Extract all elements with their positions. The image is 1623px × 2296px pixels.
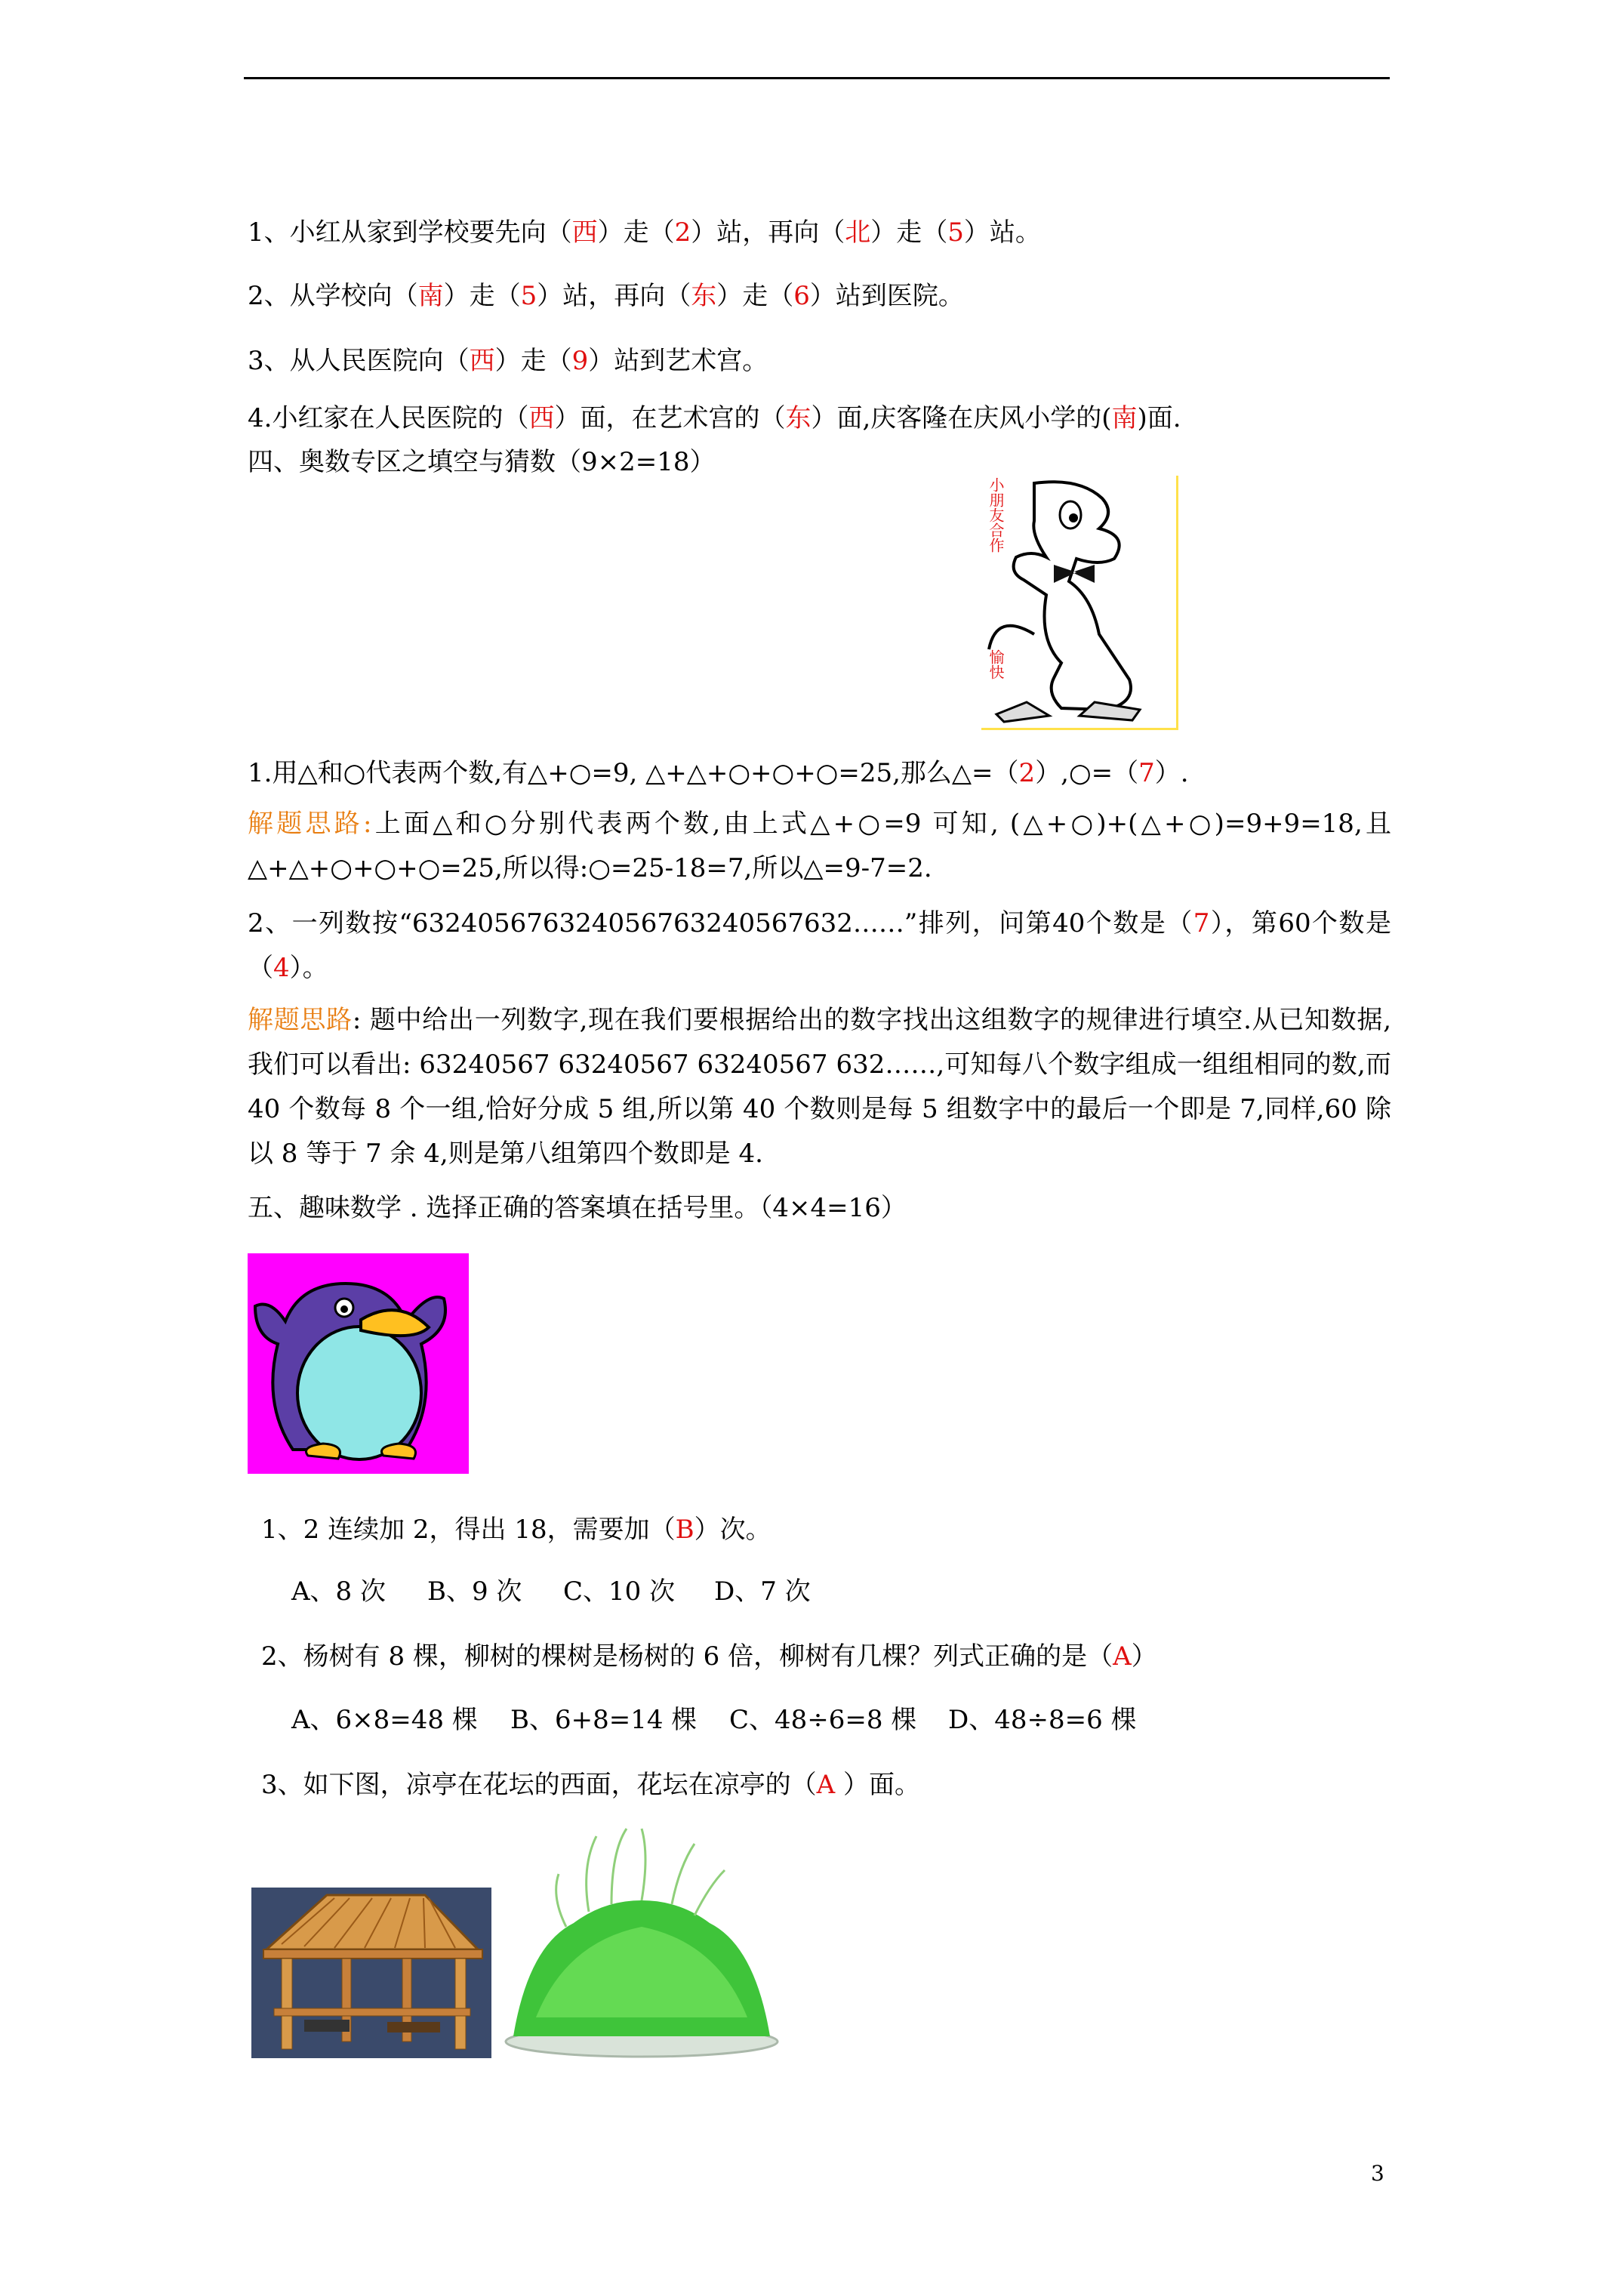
text: ） [1131,1641,1157,1672]
q3-line-2 [248,275,964,312]
answer: 9 [571,346,589,376]
answer: 北 [845,217,871,248]
text: ）站到艺术宫。 [588,346,768,376]
text: ）,○=（ [1035,758,1139,788]
q3-line-1 [248,211,1041,248]
text: ）走（ [870,217,948,248]
text: 2、杨树有 8 棵，柳树的棵树是杨树的 6 倍，柳树有几棵？列式正确的是（ [261,1641,1113,1672]
section-4-title: 四、奥数专区之填空与猜数（9×2=18） [248,447,716,477]
text: ）走（ [443,281,521,311]
penguin-drawing [248,1253,469,1474]
answer: 5 [520,281,537,311]
answer: 2 [1018,758,1036,788]
section-5-title: 五、趣味数学 . 选择正确的答案填在括号里。（4×4=16） [248,1193,907,1223]
duck-drawing [981,476,1176,728]
text: ）走（ [597,217,675,248]
penguin-illustration [248,1253,469,1474]
answer: 西 [571,217,598,248]
answer: A [1113,1641,1132,1672]
answer: 西 [528,403,555,433]
text: 1、小红从家到学校要先向（ [248,217,572,248]
pavilion-illustration [251,1888,491,2058]
text: ）。 [289,953,328,983]
answer: A [816,1770,844,1800]
text: 1、2 连续加 2，得出 18，需要加（ [261,1515,676,1545]
pavilion-drawing [251,1888,491,2058]
s4-q1-hint [248,802,1391,891]
s5-q1 [261,1509,771,1546]
text: 3、从人民医院向（ [248,346,470,376]
duck-illustration [981,476,1178,730]
option: B、6+8=14 棵 [510,1705,698,1735]
text: ）站，再向（ [537,281,691,311]
answer: 东 [691,281,717,311]
text: ）面。 [843,1770,921,1800]
s4-q2-hint [248,998,1391,1176]
text: 2、从学校向（ [248,281,418,311]
flowerbed-drawing [498,1821,785,2063]
option: D、48÷8=6 棵 [948,1705,1137,1735]
s4-q1 [248,752,1189,789]
hint-text: 上面△和○分别代表两个数,由上式△+○=9 可知, (△+○)+(△+○)=9+9=18,且△+△+○+○+○=25,所以得:○=25-18=7,所以△=9-7=2. [248,809,1391,883]
option: B、9 次 [427,1576,522,1607]
answer: 4 [273,953,290,983]
text: 2、一列数按“632405676324056763240567632……”排列，问第40个数是（ [248,908,1193,938]
text: ）站到医院。 [809,281,964,311]
text: ）站，再向（ [691,217,845,248]
text: ），第60个数是（ [248,908,1392,983]
text: ）面,庆客隆在庆风小学的( [811,403,1112,433]
answer: 7 [1193,908,1210,938]
hint-label: 解题思路: [248,809,372,839]
answer: 南 [1111,403,1138,433]
option: A、6×8=48 棵 [291,1705,478,1735]
text: ）走（ [716,281,794,311]
q3-line-4 [248,397,1181,434]
option: A、8 次 [291,1576,386,1607]
text: 1.用△和○代表两个数,有△+○=9, △+△+○+○+○=25,那么△=（ [248,758,1019,788]
s5-q2 [261,1635,1157,1672]
option: C、10 次 [563,1576,676,1607]
page-number: 3 [1371,2161,1384,2186]
s5-q1-options [291,1570,811,1607]
answer: 7 [1138,758,1155,788]
answer: 东 [785,403,812,433]
text: ）走（ [494,346,572,376]
text: ）. [1154,758,1189,788]
header-rule [244,77,1390,79]
text: ）面，在艺术宫的（ [554,403,786,433]
hint-text: : 题中给出一列数字,现在我们要根据给出的数字找出这组数字的规律进行填空.从已知数据,我们可以看出: 63240567 63240567 63240567 632……,可知每八个数字组成一组组相同的数,而 40 个数每 8 个一组,恰好分成 5 组,所以第 40 个数则是每 5 组数字中的最后一个即是 7,同样,60 除以 8 等于 7 余 4,则是第八组第四个数即是 4. [248,1005,1391,1169]
s4-q2 [248,901,1391,991]
q3-line-3 [248,340,768,377]
text: 3、如下图，凉亭在花坛的西面，花坛在凉亭的（ [261,1770,817,1800]
duck-caption-top: 小朋友合作 [987,477,1005,553]
hint-label: 解题思路 [248,1005,353,1035]
answer: 6 [793,281,810,311]
answer: 南 [417,281,444,311]
answer: B [675,1515,694,1545]
text: 4.小红家在人民医院的（ [248,403,529,433]
answer: 西 [469,346,495,376]
text: ）站。 [963,217,1041,248]
flowerbed-illustration [498,1821,785,2063]
text: ）次。 [694,1515,771,1545]
answer: 2 [674,217,691,248]
s5-q2-options [291,1699,1137,1736]
option: D、7 次 [714,1576,811,1607]
duck-caption-bottom: 愉快 [987,649,1005,680]
s5-q3 [261,1764,920,1801]
answer: 5 [947,217,964,248]
text: )面. [1137,403,1181,433]
option: C、48÷6=8 棵 [729,1705,917,1735]
